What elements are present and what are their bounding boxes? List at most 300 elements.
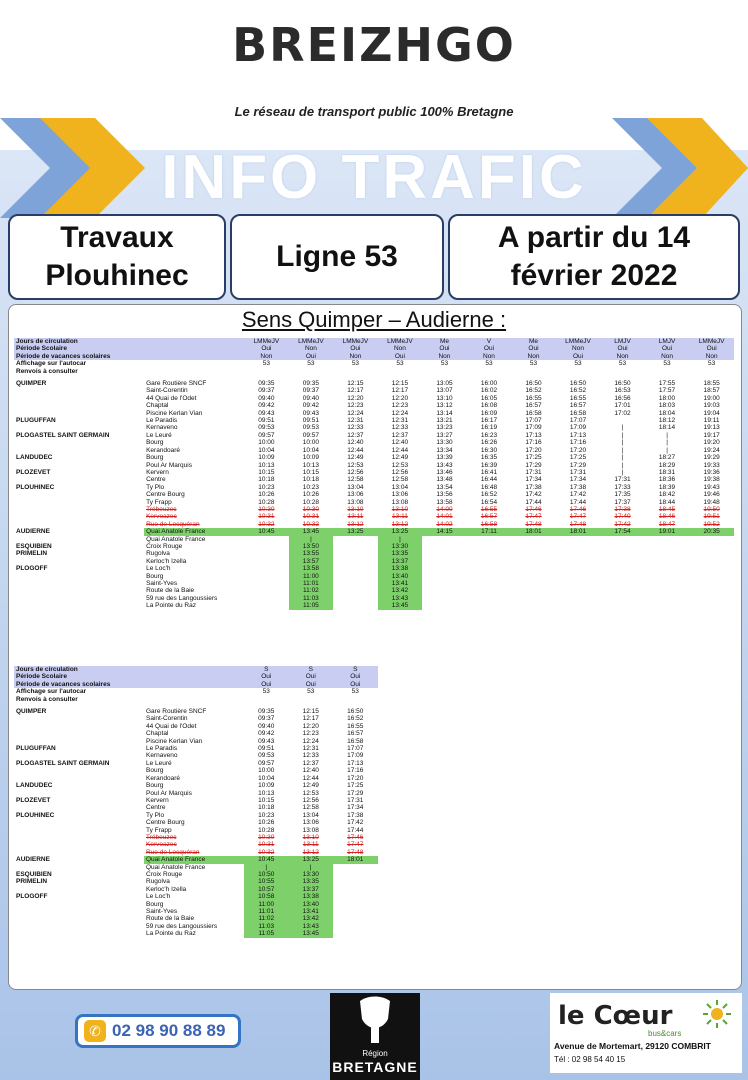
time-cell: 17:09 [569,424,587,432]
header-cell: Oui [333,673,378,680]
time-cell: 12:24 [347,409,364,417]
time-cell: 17:25 [525,454,542,462]
commune-name [14,827,144,834]
time-cell: 17:07 [347,745,364,753]
time-cell [467,536,512,543]
time-cell [600,550,645,557]
header-row [14,360,734,367]
header-cell: Oui [511,345,556,352]
time-cell: 14:15 [422,528,467,535]
commune-name: PLOZEVET [16,468,51,476]
table-row [14,760,378,767]
time-cell: 10:13 [258,789,275,797]
commune-name [14,506,144,513]
time-cell: 13:30 [289,871,334,878]
header-cell: Non [511,353,556,360]
time-cell: 13:10 [391,505,409,513]
time-cell: | [244,864,289,871]
time-cell: 17:47 [347,841,364,849]
time-cell: 10:09 [302,454,320,462]
time-cell [689,536,734,543]
commune-name [14,790,144,797]
stop-name: Rugolva [146,878,170,886]
header-cell: Non [467,353,512,360]
time-cell: 17:42 [525,491,542,499]
time-cell: 19:38 [703,476,720,484]
time-cell: 09:40 [258,394,275,402]
time-cell [645,565,690,572]
stop-name: Le Leuré [146,759,172,767]
table-row [14,447,734,454]
time-cell: 12:56 [391,468,409,476]
time-cell: 13:11 [302,841,319,849]
header-cell: 53 [556,360,601,367]
header-cell [144,666,244,673]
time-cell: 13:39 [436,454,453,462]
time-cell: 17:42 [569,491,587,499]
time-cell: 10:09 [258,454,275,462]
commune-name: PLUGUFFAN [16,417,56,425]
time-cell: 13:11 [347,513,364,521]
time-cell: 09:40 [258,722,275,730]
time-cell: 09:40 [302,394,320,402]
time-cell: 13:54 [436,483,453,491]
stop-name: Kerandoaré [146,774,180,782]
time-cell: 10:32 [258,520,275,528]
time-cell [689,602,734,609]
time-cell: 16:58 [569,409,587,417]
time-cell: 13:34 [436,446,453,454]
table-row [14,886,378,893]
header-cell: LMMeJV [378,338,423,345]
time-cell [556,587,601,594]
stop-name: Trébeuzec [146,505,177,513]
time-cell [333,878,378,885]
time-cell [511,558,556,565]
time-cell [600,595,645,602]
time-cell: 13:48 [436,476,453,484]
time-cell: 18:55 [703,380,720,388]
table-row [14,849,378,856]
time-cell [689,565,734,572]
table-row [14,723,378,730]
commune-name [14,439,144,446]
time-cell [645,573,690,580]
time-cell: 17:42 [347,819,364,827]
time-cell: 17:54 [600,528,645,535]
time-cell: 13:30 [378,543,423,550]
time-cell: 10:26 [258,491,275,499]
time-cell: 10:45 [244,528,289,535]
commune-name [14,901,144,908]
time-cell: 13:42 [289,915,334,922]
commune-name: PLOZEVET [16,796,51,804]
table-row [14,513,734,520]
commune-name [14,395,144,402]
table-row [14,543,734,550]
table-row [14,915,378,922]
stop-name: 44 Quai de l'Odet [146,722,197,730]
header-cell [600,368,645,375]
header-cell: Oui [600,345,645,352]
header-cell: 53 [689,360,734,367]
time-cell: 17:13 [525,431,542,439]
time-cell: 11:01 [244,908,289,915]
commune-name: PLOUHINEC [16,483,55,491]
time-cell: 09:53 [258,752,275,760]
time-cell: 10:00 [258,767,275,775]
time-cell: 12:58 [302,804,319,812]
stop-name: Bourg [146,454,164,462]
header-cell [333,696,378,703]
time-cell: 09:53 [258,424,275,432]
header-cell: LMMeJV [556,338,601,345]
time-cell: 11:03 [244,923,289,930]
time-cell: 16:50 [525,380,542,388]
time-cell: 09:51 [302,417,320,425]
time-cell: 18:45 [658,505,676,513]
header-label: Affichage sur l'autocar [14,688,144,695]
time-cell: 18:42 [658,491,676,499]
stop-name: Saint-Corentin [146,715,188,723]
time-cell: 16:55 [569,394,587,402]
time-cell: 16:50 [569,380,587,388]
time-cell: 10:15 [258,796,275,804]
time-cell: 13:04 [391,483,409,491]
stop-name: Saint-Yves [146,580,178,587]
time-cell: 13:45 [289,930,334,937]
time-cell [600,580,645,587]
time-cell: 16:30 [480,446,498,454]
commune-name: ESQUIBIEN [16,542,52,550]
coeur-brand: le Cœur [558,1001,673,1031]
table-row [14,767,378,774]
header-cell: LMMeJV [244,338,289,345]
time-cell: 17:40 [614,513,631,521]
stop-name: Quai Anatole France [146,863,206,871]
time-cell: | [666,446,668,454]
commune-name: PLOGASTEL SAINT GERMAIN [16,431,110,439]
header-row [14,345,734,352]
sun-icon [702,999,732,1029]
time-cell [556,550,601,557]
time-cell: 17:47 [569,513,587,521]
header-cell: Oui [333,345,378,352]
time-cell: | [621,446,624,454]
time-cell: 17:09 [347,752,364,760]
stop-name: Croix Rouge [146,542,183,550]
commune-name [14,775,144,782]
time-cell: 10:15 [258,468,275,476]
header-label: Période Scolaire [14,673,144,680]
time-cell: 13:27 [436,431,453,439]
phone-badge[interactable] [75,1014,241,1048]
table-row [14,797,378,804]
header-cell: Non [378,345,423,352]
time-cell: 17:16 [347,767,364,775]
time-cell: 10:57 [244,886,289,893]
time-cell: 19:03 [703,402,720,410]
time-cell: 09:57 [258,431,275,439]
time-cell: 12:49 [391,454,409,462]
time-cell: 17:38 [569,483,587,491]
time-cell: 10:28 [258,826,275,834]
time-cell: 14:02 [436,520,453,528]
stop-name: Bourg [146,782,164,790]
commune-name [14,864,144,871]
time-cell [333,923,378,930]
time-cell: 19:33 [703,461,720,469]
stop-name: Bourg [146,439,164,447]
time-cell: 17:29 [569,461,587,469]
time-cell: 10:28 [258,498,275,506]
stop-name: Route de la Baie [146,587,195,595]
time-cell: 09:35 [302,380,320,388]
time-cell: 19:04 [703,409,720,417]
table-row [14,439,734,446]
time-cell: 18:04 [658,409,676,417]
box-travaux-text: Travaux Plouhinec [45,221,189,292]
stop-name: Chaptal [146,730,169,738]
time-cell: 18:57 [703,387,720,395]
commune-name: PLOUHINEC [16,811,55,819]
table-row [14,827,378,834]
tagline: Le réseau de transport public 100% Bretagne [234,104,514,119]
time-cell: 16:52 [569,387,587,395]
time-cell [511,536,556,543]
time-cell: 12:15 [302,708,319,716]
stop-name: Centre Bourg [146,819,185,827]
stop-name: Croix Rouge [146,870,183,878]
time-cell [689,573,734,580]
header-cell: Oui [244,673,289,680]
time-cell: | [378,536,423,543]
time-cell: 09:57 [258,759,275,767]
stop-name: La Pointe du Raz [146,602,196,610]
time-cell: 13:43 [436,461,453,469]
stop-name: Le Paradis [146,417,178,425]
time-cell: 12:56 [347,468,364,476]
time-cell: 13:10 [347,505,364,513]
commune-name [14,908,144,915]
time-cell [467,550,512,557]
table-row [14,469,734,476]
header-cell [144,696,244,703]
header-cell: Me [422,338,467,345]
time-cell [511,595,556,602]
time-cell: 17:38 [347,811,364,819]
time-cell: 09:51 [258,745,275,753]
time-cell [333,864,378,871]
time-cell: 12:33 [391,424,409,432]
header-cell: Non [289,345,334,352]
table-row [14,558,734,565]
time-cell: 09:42 [258,730,275,738]
table-row [14,573,734,580]
time-cell [645,602,690,609]
table-row [14,804,378,811]
time-cell: 17:44 [569,498,587,506]
time-cell: 10:18 [258,804,275,812]
time-cell: 12:49 [302,782,319,790]
time-cell: 20:35 [689,528,734,535]
time-cell [244,558,289,565]
time-cell: 13:43 [378,595,423,602]
header-cell [144,345,244,352]
header-cell: Non [333,353,378,360]
time-cell: 12:17 [302,715,319,723]
table-row [14,923,378,930]
time-cell: 17:01 [614,402,631,410]
time-cell: 12:20 [347,394,364,402]
table-row [14,834,378,841]
time-cell: | [666,431,668,439]
time-cell: 19:50 [703,505,720,513]
time-cell [600,417,645,424]
time-cell: 17:20 [525,446,542,454]
header-cell: 53 [333,360,378,367]
info-trafic-title: INFO TRAFIC [161,143,587,212]
stop-name: 44 Quai de l'Odet [146,394,197,402]
time-cell [244,587,289,594]
time-cell: 17:33 [614,483,631,491]
table-row [14,499,734,506]
time-cell: 16:54 [480,498,498,506]
time-cell: 13:04 [302,811,319,819]
table-row [14,536,734,543]
header-cell: 53 [244,360,289,367]
header-cell [144,368,244,375]
header-cell: 53 [645,360,690,367]
coeur-phone: Tél : 02 98 54 40 15 [554,1055,626,1064]
time-cell [556,602,601,609]
time-cell [422,536,467,543]
time-cell: 17:42 [614,520,631,528]
time-cell: 17:34 [525,476,542,484]
stop-name: La Pointe du Raz [146,930,196,938]
time-cell [511,573,556,580]
time-cell [244,565,289,572]
time-cell: 18:00 [658,394,676,402]
time-cell: 09:42 [302,402,320,410]
time-cell: | [621,454,624,462]
time-cell: 13:08 [347,498,364,506]
time-cell: 19:01 [645,528,690,535]
stop-name: Quai Anatole France [144,856,244,863]
time-cell: 18:01 [511,528,556,535]
time-cell: 11:01 [289,580,334,587]
stop-name: Kervern [146,796,169,804]
time-cell: | [621,461,624,469]
table-row [14,387,734,394]
time-cell: 12:44 [302,774,319,782]
time-cell: 18:27 [658,454,676,462]
time-cell: 17:20 [347,774,364,782]
time-cell: 09:43 [258,737,275,745]
time-cell: 16:17 [480,417,498,425]
header-cell: Oui [244,681,289,688]
time-cell: 12:58 [347,476,364,484]
stop-name: 59 rue des Langoussiers [146,594,218,602]
time-cell: 16:00 [480,380,498,388]
commune-name: PRIMELIN [16,878,48,886]
stop-name: Bourg [146,572,164,580]
time-cell: 10:30 [302,505,320,513]
table-row [14,587,734,594]
time-cell: | [666,439,668,447]
header-cell [422,368,467,375]
stop-name: Bourg [146,900,164,908]
table-row [14,901,378,908]
header-cell: Non [244,353,289,360]
time-cell: 10:04 [258,446,275,454]
table-row [14,380,734,387]
time-cell [333,893,378,900]
box-date-text: A partir du 14 février 2022 [497,221,691,292]
time-cell [333,930,378,937]
commune-name [14,387,144,394]
commune-name [14,462,144,469]
time-cell [467,558,512,565]
time-cell: 09:37 [302,387,320,395]
header-cell: V [467,338,512,345]
time-cell [600,543,645,550]
table-row [14,395,734,402]
time-cell: 13:41 [289,908,334,915]
header-cell [511,368,556,375]
table-row [14,417,734,424]
time-cell [556,565,601,572]
stop-name: Route de la Baie [146,915,195,923]
commune-name [14,930,144,937]
header-cell: 53 [244,688,289,695]
time-cell [422,565,467,572]
time-cell: 17:29 [347,789,364,797]
header-cell [144,688,244,695]
header-cell: Oui [689,345,734,352]
time-cell: 13:46 [436,468,453,476]
time-cell: 12:37 [347,431,364,439]
table-row [14,893,378,900]
stop-name: Piscine Kerlan Vian [146,409,203,417]
time-cell: 18:44 [658,498,676,506]
time-cell: 18:47 [658,520,676,528]
table-row [14,491,734,498]
time-cell: 13:37 [289,886,334,893]
time-cell [422,558,467,565]
commune-name [14,521,144,528]
commune-name [14,447,144,454]
time-cell [600,602,645,609]
time-cell: | [621,468,624,476]
time-cell: 10:23 [258,483,275,491]
table-row [14,864,378,871]
header-row [14,688,378,695]
time-cell: 09:35 [258,380,275,388]
stop-name: Chaptal [146,402,169,410]
time-cell [422,573,467,580]
time-cell: 19:17 [703,431,720,439]
header-cell: S [333,666,378,673]
time-cell: 16:58 [525,409,542,417]
time-cell [244,550,289,557]
table-row [14,745,378,752]
time-cell: 12:23 [347,402,364,410]
commune-name [14,558,144,565]
time-cell: 12:20 [302,722,319,730]
time-cell [244,602,289,609]
time-cell: 17:31 [347,796,364,804]
